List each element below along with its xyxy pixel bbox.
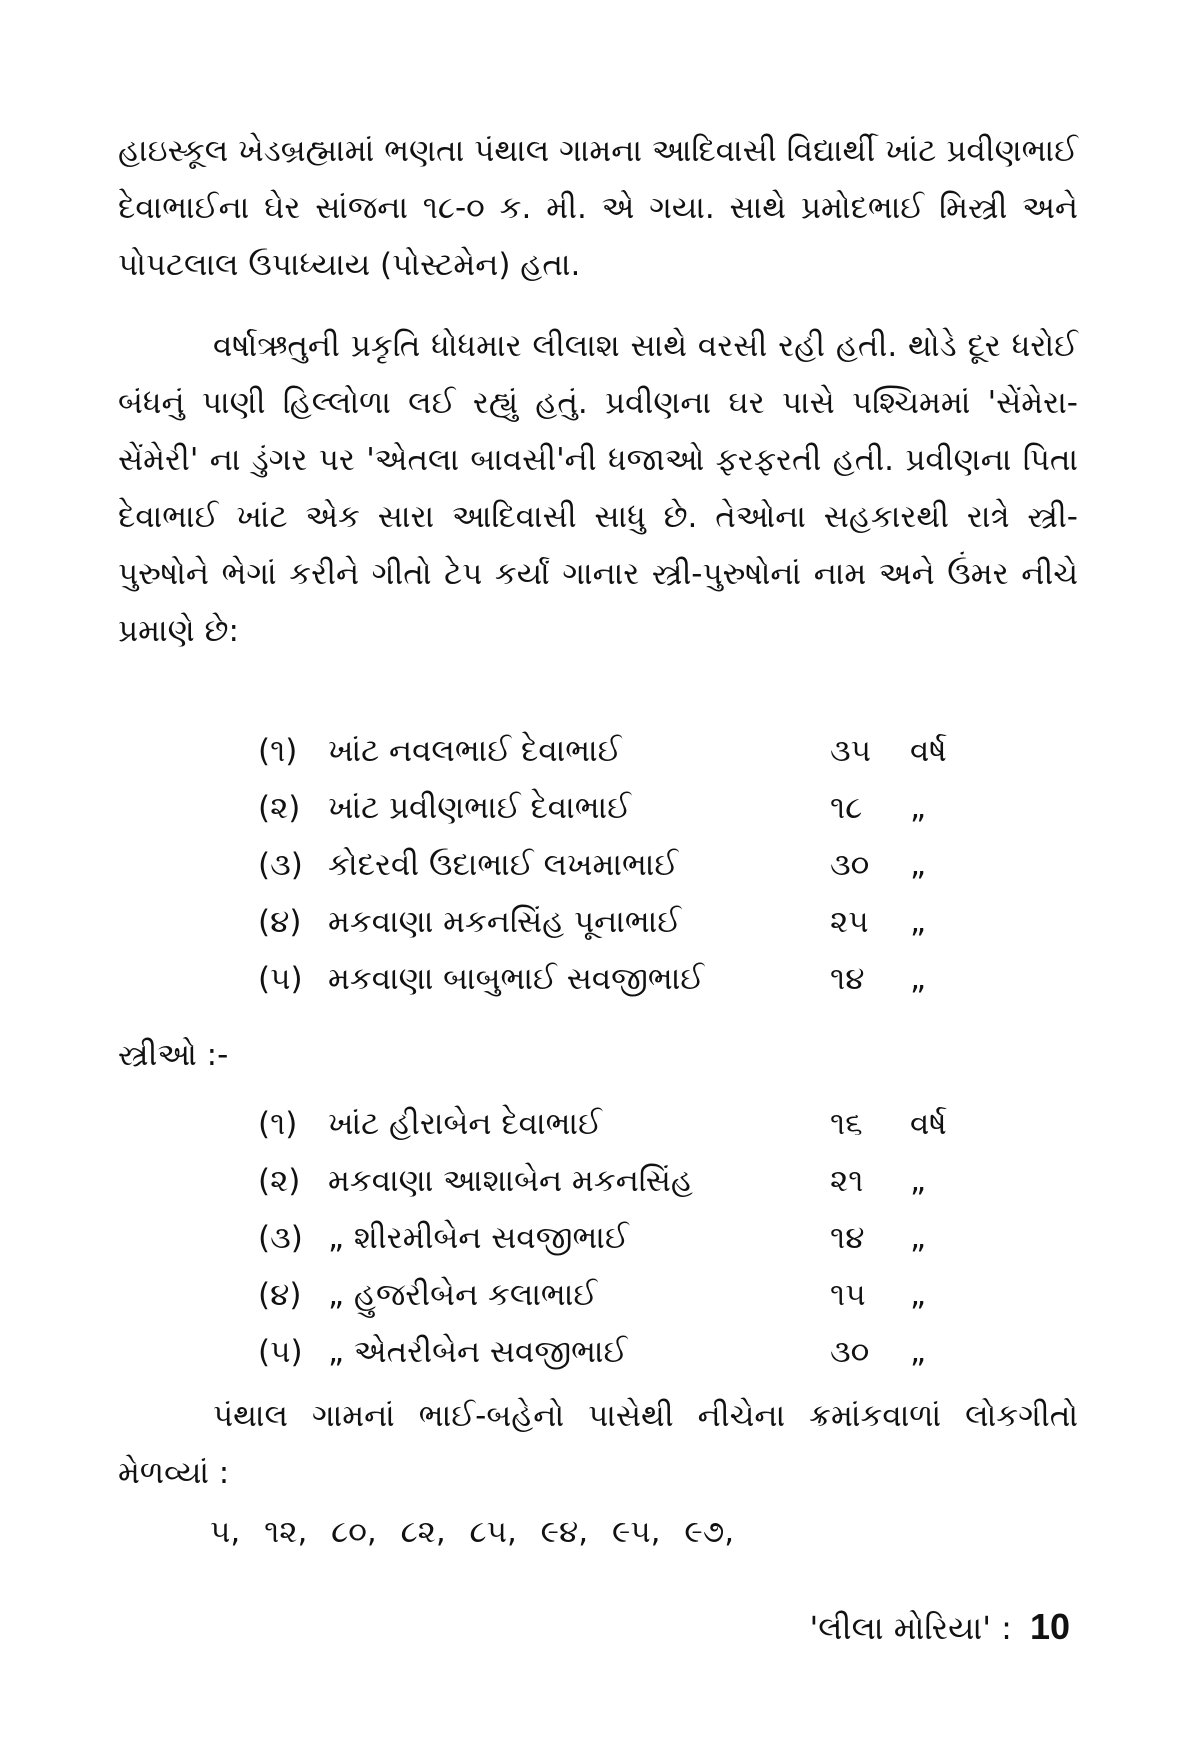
singer-age: ૩૦ <box>830 1334 870 1370</box>
list-item <box>258 1210 978 1267</box>
singer-age: ૧૬ <box>830 1106 863 1142</box>
singer-age: ૨૫ <box>830 904 869 940</box>
item-number: (૪) <box>258 904 302 940</box>
page-footer <box>809 1598 1070 1657</box>
item-number: (૩) <box>258 1220 303 1256</box>
list-item <box>258 780 978 837</box>
singer-age: ૩૦ <box>830 847 870 883</box>
age-unit: „ <box>910 847 927 883</box>
singer-age: ૧૪ <box>830 961 865 997</box>
intro-paragraph: હાઇસ્કૂલ ખેડબ્રહ્મામાં ભણતા પંથાલ ગામના આદિવાસી વિદ્યાર્થી ખાંટ પ્રવીણભાઈ દેવાભાઈના ઘેર સાંજના ૧૮-૦ ક. મી. એ ગયા. સાથે પ્રમોદભાઈ મિસ્ત્રી અને પોપટલાલ ઉપાધ્યાય (પોસ્ટમેન) હતા. <box>118 133 1078 283</box>
singer-name: ખાંટ પ્રવીણભાઈ દેવાભાઈ <box>328 790 632 826</box>
age-unit: „ <box>910 1334 927 1370</box>
singer-age: ૩૫ <box>830 733 872 769</box>
singer-age: ૧૪ <box>830 1220 865 1256</box>
women-heading: સ્ત્રીઓ :- <box>118 1037 229 1073</box>
item-number: (૨) <box>258 1163 301 1199</box>
singer-age: ૨૧ <box>830 1163 864 1199</box>
age-unit: „ <box>910 961 927 997</box>
singer-name: ખાંટ હીરાબેન દેવાભાઈ <box>328 1106 602 1142</box>
singer-name: મકવાણા આશાબેન મકનસિંહ <box>328 1163 693 1199</box>
item-number: (૫) <box>258 1334 303 1370</box>
age-unit: વર્ષ <box>910 1106 947 1142</box>
item-number: (૪) <box>258 1277 302 1313</box>
age-unit: „ <box>910 1220 927 1256</box>
age-unit: „ <box>910 1277 927 1313</box>
singer-name: કોદરવી ઉદાભાઈ લખમાભાઈ <box>328 847 679 883</box>
age-unit: „ <box>910 904 927 940</box>
list-item <box>258 723 978 780</box>
singer-age: ૧૫ <box>830 1277 866 1313</box>
female-singers-list <box>258 1096 978 1381</box>
list-item <box>258 1096 978 1153</box>
age-unit: „ <box>910 790 927 826</box>
item-number: (૩) <box>258 847 303 883</box>
singer-name: મકવાણા બાબુભાઈ સવજીભાઈ <box>328 961 705 997</box>
list-item <box>258 837 978 894</box>
singer-age: ૧૮ <box>830 790 863 826</box>
singer-name: મકવાણા મકનસિંહ પૂનાભાઈ <box>328 904 682 940</box>
song-number-list: ૫, ૧૨, ૮૦, ૮૨, ૮૫, ૯૪, ૯૫, ૯૭, <box>210 1514 735 1550</box>
item-number: (૧) <box>258 1106 298 1142</box>
singer-name: „ હુજરીબેન કલાભાઈ <box>328 1277 598 1313</box>
list-item <box>258 1153 978 1210</box>
list-item <box>258 894 978 951</box>
item-number: (૫) <box>258 961 303 997</box>
page-number: 10 <box>1029 1606 1070 1647</box>
list-item <box>258 1324 978 1381</box>
singer-name: „ શીરમીબેન સવજીભાઈ <box>328 1220 629 1256</box>
item-number: (૨) <box>258 790 301 826</box>
book-title: 'લીલા મોરિયા' : <box>809 1609 1012 1647</box>
age-unit: વર્ષ <box>910 733 947 769</box>
male-singers-list <box>258 723 978 1008</box>
item-number: (૧) <box>258 733 298 769</box>
collected-songs-paragraph: પંથાલ ગામનાં ભાઈ-બહેનો પાસેથી નીચેના ક્રમાંકવાળાં લોકગીતો મેળવ્યાં : <box>118 1398 1078 1491</box>
age-unit: „ <box>910 1163 927 1199</box>
list-item <box>258 951 978 1008</box>
list-item <box>258 1267 978 1324</box>
monsoon-paragraph: વર્ષાઋતુની પ્રકૃતિ ધોધમાર લીલાશ સાથે વરસી રહી હતી. થોડે દૂર ધરોઈ બંધનું પાણી હિલ્લોળા લઈ રહ્યું હતું. પ્રવીણના ઘર પાસે પશ્ચિમમાં 'સેંમેરા-સેંમેરી' ના ડુંગર પર 'એતલા બાવસી'ની ધજાઓ ફરફરતી હતી. પ્રવીણના પિતા દેવાભાઈ ખાંટ એક સારા આદિવાસી સાધુ છે. તેઓના સહકારથી રાત્રે સ્ત્રી-પુરુષોને ભેગાં કરીને ગીતો ટેપ કર્યાં ગાનાર સ્ત્રી-પુરુષોનાં નામ અને ઉંમર નીચે પ્રમાણે છે: <box>118 328 1078 649</box>
singer-name: ખાંટ નવલભાઈ દેવાભાઈ <box>328 733 622 769</box>
singer-name: „ એતરીબેન સવજીભાઈ <box>328 1334 628 1370</box>
